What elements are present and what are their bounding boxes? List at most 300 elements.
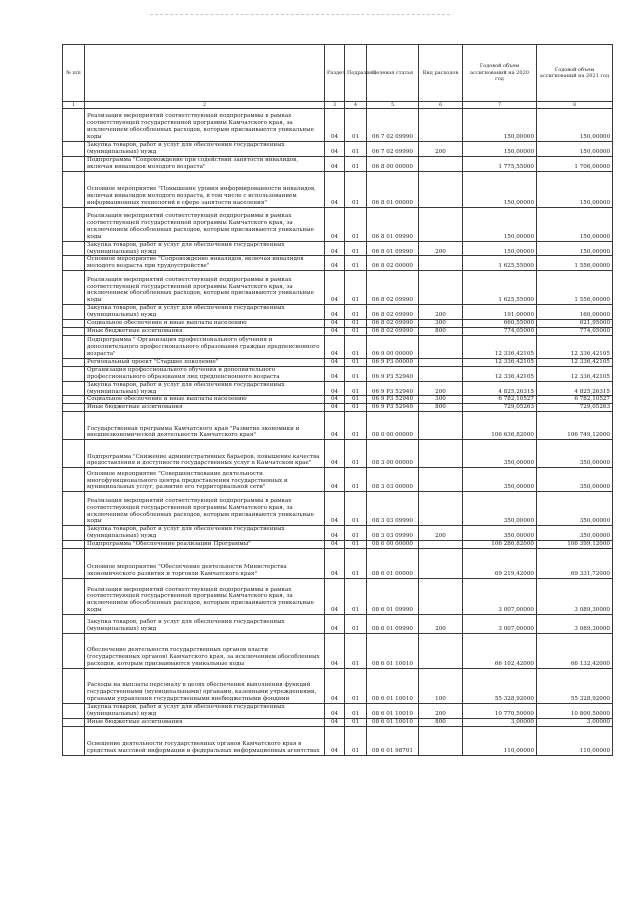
row-2020: 150,00000 bbox=[463, 109, 537, 142]
table-row bbox=[63, 381, 613, 396]
row-cs: 08 0 00 00000 bbox=[367, 412, 419, 440]
header-2020: Годовой объем ассигнований на 2020 год bbox=[463, 45, 537, 102]
row-razdel: 04 bbox=[325, 358, 345, 366]
colnum: 7 bbox=[463, 102, 537, 109]
row-2021: 4 825,26315 bbox=[537, 381, 613, 396]
row-podrazdel: 01 bbox=[345, 381, 367, 396]
row-name: Основное мероприятие "Совершенствование деятельности многофункционального центра предоставления государственных и муниципальных услуг, развитие его территориальной сети" bbox=[85, 468, 325, 492]
row-podrazdel: 01 bbox=[345, 142, 367, 157]
row-podrazdel: 01 bbox=[345, 241, 367, 256]
table-row bbox=[63, 271, 613, 305]
row-num bbox=[63, 156, 85, 171]
row-podrazdel: 01 bbox=[345, 335, 367, 358]
row-razdel: 04 bbox=[325, 634, 345, 669]
row-podrazdel: 01 bbox=[345, 207, 367, 241]
row-vr: 200 bbox=[419, 704, 463, 719]
table-row bbox=[63, 207, 613, 241]
row-2020: 350,00000 bbox=[463, 440, 537, 468]
row-podrazdel: 01 bbox=[345, 109, 367, 142]
colnum: 5 bbox=[367, 102, 419, 109]
row-name: Иные бюджетные ассигнования bbox=[85, 718, 325, 726]
row-2021: 1 706,00000 bbox=[537, 156, 613, 171]
row-razdel: 04 bbox=[325, 156, 345, 171]
row-name: Реализация мероприятий соответствующей подпрограммы в рамках соответствующей государственной программы Камчатского края, за исключением обособленных расходов, которым присваиваются уникальные коды bbox=[85, 207, 325, 241]
row-vr: 200 bbox=[419, 526, 463, 541]
row-num bbox=[63, 404, 85, 412]
row-podrazdel: 01 bbox=[345, 271, 367, 305]
row-vr bbox=[419, 579, 463, 615]
row-podrazdel: 01 bbox=[345, 718, 367, 726]
row-2021: 3 089,30000 bbox=[537, 579, 613, 615]
row-vr: 200 bbox=[419, 241, 463, 256]
table-row bbox=[63, 171, 613, 207]
row-num bbox=[63, 396, 85, 404]
row-num bbox=[63, 526, 85, 541]
table-row bbox=[63, 549, 613, 579]
row-cs: 06 9 P3 52940 bbox=[367, 404, 419, 412]
row-2020: 150,00000 bbox=[463, 171, 537, 207]
row-2020: 350,00000 bbox=[463, 526, 537, 541]
table-row bbox=[63, 366, 613, 381]
row-cs: 06 8 01 00000 bbox=[367, 171, 419, 207]
row-2021: 66 132,42000 bbox=[537, 634, 613, 669]
row-num bbox=[63, 718, 85, 726]
row-razdel: 04 bbox=[325, 492, 345, 526]
row-2021: 55 328,92000 bbox=[537, 669, 613, 704]
row-podrazdel: 01 bbox=[345, 327, 367, 335]
row-razdel: 04 bbox=[325, 256, 345, 271]
row-2020: 55 328,92000 bbox=[463, 669, 537, 704]
row-cs: 06 8 02 09990 bbox=[367, 320, 419, 328]
header-num: № п/п bbox=[63, 45, 85, 102]
row-cs: 06 9 P3 00000 bbox=[367, 358, 419, 366]
row-2020: 12 336,42105 bbox=[463, 358, 537, 366]
table-row bbox=[63, 726, 613, 755]
header-2021: Годовой объем ассигнований на 2021 год bbox=[537, 45, 613, 102]
row-2020: 150,00000 bbox=[463, 207, 537, 241]
colnum: 4 bbox=[345, 102, 367, 109]
row-num bbox=[63, 549, 85, 579]
row-podrazdel: 01 bbox=[345, 305, 367, 320]
row-2020: 106 286,82000 bbox=[463, 541, 537, 549]
row-razdel: 04 bbox=[325, 305, 345, 320]
row-razdel: 04 bbox=[325, 412, 345, 440]
column-numbers-row bbox=[63, 102, 613, 109]
row-vr bbox=[419, 726, 463, 755]
row-vr bbox=[419, 412, 463, 440]
table-row bbox=[63, 704, 613, 719]
table-row bbox=[63, 142, 613, 157]
row-2020: 150,00000 bbox=[463, 241, 537, 256]
row-razdel: 04 bbox=[325, 381, 345, 396]
row-2021: 1 556,00000 bbox=[537, 271, 613, 305]
row-cs: 06 9 00 00000 bbox=[367, 335, 419, 358]
header-vr: Вид расходов bbox=[419, 45, 463, 102]
row-2021: 350,00000 bbox=[537, 492, 613, 526]
row-2021: 3 089,30000 bbox=[537, 615, 613, 634]
row-2020: 660,55000 bbox=[463, 320, 537, 328]
row-podrazdel: 01 bbox=[345, 358, 367, 366]
table-row bbox=[63, 669, 613, 704]
row-num bbox=[63, 615, 85, 634]
row-2021: 12 336,42105 bbox=[537, 335, 613, 358]
row-cs: 06 7 02 09990 bbox=[367, 109, 419, 142]
row-razdel: 04 bbox=[325, 468, 345, 492]
row-razdel: 04 bbox=[325, 704, 345, 719]
row-num bbox=[63, 207, 85, 241]
table-row bbox=[63, 412, 613, 440]
row-razdel: 04 bbox=[325, 142, 345, 157]
row-name: Закупка товаров, работ и услуг для обеспечения государственных (муниципальных) нужд bbox=[85, 142, 325, 157]
row-vr bbox=[419, 549, 463, 579]
row-name: Иные бюджетные ассигнования bbox=[85, 327, 325, 335]
row-2021: 150,00000 bbox=[537, 171, 613, 207]
row-2020: 66 102,42000 bbox=[463, 634, 537, 669]
row-cs: 06 8 02 09990 bbox=[367, 271, 419, 305]
row-podrazdel: 01 bbox=[345, 726, 367, 755]
row-num bbox=[63, 305, 85, 320]
row-2021: 729,05263 bbox=[537, 404, 613, 412]
row-vr bbox=[419, 358, 463, 366]
row-cs: 06 7 02 09990 bbox=[367, 142, 419, 157]
table-row bbox=[63, 256, 613, 271]
row-name: Социальное обеспечение и иные выплаты населению bbox=[85, 396, 325, 404]
row-vr bbox=[419, 156, 463, 171]
table-row bbox=[63, 320, 613, 328]
row-name: Социальное обеспечение и иные выплаты населению bbox=[85, 320, 325, 328]
row-podrazdel: 01 bbox=[345, 396, 367, 404]
row-2021: 150,00000 bbox=[537, 109, 613, 142]
row-name: Организация профессионального обучения и дополнительного профессионального образования лиц предпенсионного возраста bbox=[85, 366, 325, 381]
row-name: Реализация мероприятий соответствующей подпрограммы в рамках соответствующей государственной программы Камчатского края, за исключением обособленных расходов, которым присваиваются уникальные коды bbox=[85, 271, 325, 305]
row-2021: 350,00000 bbox=[537, 526, 613, 541]
row-2020: 150,00000 bbox=[463, 142, 537, 157]
row-2021: 106 749,12000 bbox=[537, 412, 613, 440]
row-vr bbox=[419, 366, 463, 381]
colnum: 2 bbox=[85, 102, 325, 109]
header-razdel: Раздел bbox=[325, 45, 345, 102]
row-name: Иные бюджетные ассигнования bbox=[85, 404, 325, 412]
row-podrazdel: 01 bbox=[345, 156, 367, 171]
row-2020: 3,00000 bbox=[463, 718, 537, 726]
row-name: Региональный проект "Старшее поколение" bbox=[85, 358, 325, 366]
row-num bbox=[63, 634, 85, 669]
row-name: Основное мероприятие "Повышение уровня информированности инвалидов, включая инвалидов молодого возраста, в том числе с использованием информационных технологий в сфере занятости населения" bbox=[85, 171, 325, 207]
row-2020: 12 336,42105 bbox=[463, 366, 537, 381]
row-num bbox=[63, 109, 85, 142]
scan-artifact-line bbox=[150, 14, 450, 15]
row-vr bbox=[419, 335, 463, 358]
row-vr: 800 bbox=[419, 404, 463, 412]
row-num bbox=[63, 669, 85, 704]
row-2021: 621,95000 bbox=[537, 320, 613, 328]
table-row bbox=[63, 541, 613, 549]
row-2020: 12 336,42105 bbox=[463, 335, 537, 358]
row-razdel: 04 bbox=[325, 320, 345, 328]
row-vr bbox=[419, 492, 463, 526]
row-vr: 200 bbox=[419, 305, 463, 320]
row-cs: 06 9 P3 52940 bbox=[367, 366, 419, 381]
row-cs: 08 6 01 00000 bbox=[367, 549, 419, 579]
table-row bbox=[63, 492, 613, 526]
row-name: Основное мероприятие "Обеспечение деятельности Министерства экономического развития и торговли Камчатского края" bbox=[85, 549, 325, 579]
row-razdel: 04 bbox=[325, 669, 345, 704]
table-row bbox=[63, 396, 613, 404]
row-cs: 08 6 01 09990 bbox=[367, 615, 419, 634]
row-num bbox=[63, 142, 85, 157]
row-name: Обеспечение деятельности государственных органов власти (государственных органов) Камчатского края, за исключением обособленных расходов, которым присваиваются уникальные коды bbox=[85, 634, 325, 669]
row-num bbox=[63, 541, 85, 549]
row-vr: 800 bbox=[419, 327, 463, 335]
row-2020: 350,00000 bbox=[463, 468, 537, 492]
row-vr: 200 bbox=[419, 615, 463, 634]
row-vr: 300 bbox=[419, 320, 463, 328]
row-name: Закупка товаров, работ и услуг для обеспечения государственных (муниципальных) нужд bbox=[85, 305, 325, 320]
row-vr: 300 bbox=[419, 396, 463, 404]
row-podrazdel: 01 bbox=[345, 468, 367, 492]
row-name: Закупка товаров, работ и услуг для обеспечения государственных (муниципальных) нужд bbox=[85, 381, 325, 396]
row-podrazdel: 01 bbox=[345, 320, 367, 328]
table-row bbox=[63, 109, 613, 142]
row-cs: 08 3 03 09990 bbox=[367, 492, 419, 526]
row-2020: 774,05000 bbox=[463, 327, 537, 335]
row-2020: 110,00000 bbox=[463, 726, 537, 755]
row-2021: 10 800,50000 bbox=[537, 704, 613, 719]
row-razdel: 04 bbox=[325, 726, 345, 755]
row-num bbox=[63, 320, 85, 328]
row-podrazdel: 01 bbox=[345, 171, 367, 207]
row-vr: 100 bbox=[419, 669, 463, 704]
row-cs: 06 8 02 00000 bbox=[367, 256, 419, 271]
table-row bbox=[63, 404, 613, 412]
row-name: Расходы на выплаты персоналу в целях обеспечения выполнения функций государственными (муниципальными) органами, казенными учреждениями, органами управления государственными внебюджетными фондами bbox=[85, 669, 325, 704]
row-vr bbox=[419, 171, 463, 207]
row-cs: 06 8 02 09990 bbox=[367, 327, 419, 335]
row-cs: 06 8 01 09990 bbox=[367, 241, 419, 256]
row-razdel: 04 bbox=[325, 404, 345, 412]
row-num bbox=[63, 381, 85, 396]
header-podrazdel: Подраздел bbox=[345, 45, 367, 102]
row-num bbox=[63, 335, 85, 358]
row-podrazdel: 01 bbox=[345, 549, 367, 579]
row-cs: 08 6 00 00000 bbox=[367, 541, 419, 549]
row-podrazdel: 01 bbox=[345, 579, 367, 615]
row-vr: 800 bbox=[419, 718, 463, 726]
row-razdel: 04 bbox=[325, 207, 345, 241]
row-num bbox=[63, 366, 85, 381]
row-vr bbox=[419, 541, 463, 549]
row-2021: 774,05000 bbox=[537, 327, 613, 335]
row-razdel: 04 bbox=[325, 579, 345, 615]
row-num bbox=[63, 579, 85, 615]
row-podrazdel: 01 bbox=[345, 526, 367, 541]
row-vr bbox=[419, 109, 463, 142]
row-2020: 729,05263 bbox=[463, 404, 537, 412]
row-podrazdel: 01 bbox=[345, 615, 367, 634]
row-2020: 106 636,82000 bbox=[463, 412, 537, 440]
table-row bbox=[63, 241, 613, 256]
row-cs: 08 3 03 09990 bbox=[367, 526, 419, 541]
row-podrazdel: 01 bbox=[345, 412, 367, 440]
row-2021: 69 331,72000 bbox=[537, 549, 613, 579]
row-num bbox=[63, 358, 85, 366]
row-cs: 06 8 01 09990 bbox=[367, 207, 419, 241]
row-podrazdel: 01 bbox=[345, 366, 367, 381]
row-num bbox=[63, 412, 85, 440]
row-podrazdel: 01 bbox=[345, 634, 367, 669]
row-name: Закупка товаров, работ и услуг для обеспечения государственных (муниципальных) нужд bbox=[85, 615, 325, 634]
row-razdel: 04 bbox=[325, 271, 345, 305]
row-name: Закупка товаров, работ и услуг для обеспечения государственных (муниципальных) нужд bbox=[85, 241, 325, 256]
row-2021: 106 399,12000 bbox=[537, 541, 613, 549]
row-2020: 6 782,10527 bbox=[463, 396, 537, 404]
row-razdel: 04 bbox=[325, 327, 345, 335]
row-razdel: 04 bbox=[325, 549, 345, 579]
row-podrazdel: 01 bbox=[345, 256, 367, 271]
row-cs: 08 6 01 10010 bbox=[367, 669, 419, 704]
table-row bbox=[63, 440, 613, 468]
row-2020: 1 625,55000 bbox=[463, 256, 537, 271]
row-razdel: 04 bbox=[325, 109, 345, 142]
row-name: Реализация мероприятий соответствующей подпрограммы в рамках соответствующей государственной программы Камчатского края, за исключением обособленных расходов, которым присваиваются уникальные коды bbox=[85, 579, 325, 615]
row-vr bbox=[419, 468, 463, 492]
table-row bbox=[63, 327, 613, 335]
row-razdel: 04 bbox=[325, 526, 345, 541]
row-razdel: 04 bbox=[325, 440, 345, 468]
row-podrazdel: 01 bbox=[345, 541, 367, 549]
row-2021: 12 336,42105 bbox=[537, 366, 613, 381]
row-name: Закупка товаров, работ и услуг для обеспечения государственных (муниципальных) нужд bbox=[85, 704, 325, 719]
row-cs: 06 9 P3 52940 bbox=[367, 381, 419, 396]
row-2020: 3 007,00000 bbox=[463, 579, 537, 615]
row-2021: 350,00000 bbox=[537, 468, 613, 492]
row-razdel: 04 bbox=[325, 396, 345, 404]
table-row bbox=[63, 526, 613, 541]
row-num bbox=[63, 241, 85, 256]
row-podrazdel: 01 bbox=[345, 492, 367, 526]
table-row bbox=[63, 156, 613, 171]
row-name: Реализация мероприятий соответствующей подпрограммы в рамках соответствующей государственной программы Камчатского края, за исключением обособленных расходов, которым присваиваются уникальные коды bbox=[85, 492, 325, 526]
row-2021: 150,00000 bbox=[537, 142, 613, 157]
row-razdel: 04 bbox=[325, 171, 345, 207]
colnum: 6 bbox=[419, 102, 463, 109]
row-cs: 08 6 01 09990 bbox=[367, 579, 419, 615]
row-name: Освещение деятельности государственных органов Камчатского края в средствах массовой информации и федеральных информационных агентствах bbox=[85, 726, 325, 755]
row-num bbox=[63, 492, 85, 526]
colnum: 8 bbox=[537, 102, 613, 109]
row-name: Подпрограмма " Организация профессионального обучения и дополнительного профессионального образования граждан предпенсионного возраста" bbox=[85, 335, 325, 358]
row-num bbox=[63, 271, 85, 305]
row-name: Закупка товаров, работ и услуг для обеспечения государственных (муниципальных) нужд bbox=[85, 526, 325, 541]
table-row bbox=[63, 335, 613, 358]
row-2021: 150,00000 bbox=[537, 207, 613, 241]
budget-table bbox=[62, 44, 613, 756]
row-2020: 69 219,42000 bbox=[463, 549, 537, 579]
header-cs: Целевая статья bbox=[367, 45, 419, 102]
row-vr bbox=[419, 207, 463, 241]
row-name: Основное мероприятие "Сопровождение инвалидов, включая инвалидов молодого возраста при трудоустройстве" bbox=[85, 256, 325, 271]
row-cs: 08 3 00 00000 bbox=[367, 440, 419, 468]
row-podrazdel: 01 bbox=[345, 404, 367, 412]
table-row bbox=[63, 634, 613, 669]
row-2021: 6 782,10527 bbox=[537, 396, 613, 404]
row-podrazdel: 01 bbox=[345, 704, 367, 719]
row-vr: 200 bbox=[419, 142, 463, 157]
row-2020: 10 770,50000 bbox=[463, 704, 537, 719]
row-cs: 06 9 P3 52940 bbox=[367, 396, 419, 404]
row-2020: 4 825,26315 bbox=[463, 381, 537, 396]
row-name: Подпрограмма "Сопровождение при содействии занятости инвалидов, включая инвалидов молодого возраста" bbox=[85, 156, 325, 171]
row-vr bbox=[419, 634, 463, 669]
row-vr bbox=[419, 271, 463, 305]
row-2020: 1 625,55000 bbox=[463, 271, 537, 305]
row-podrazdel: 01 bbox=[345, 669, 367, 704]
table-row bbox=[63, 615, 613, 634]
row-cs: 08 6 01 10010 bbox=[367, 718, 419, 726]
table-body bbox=[63, 109, 613, 756]
row-2021: 12 336,42105 bbox=[537, 358, 613, 366]
row-name: Подпрограмма "Обеспечение реализации Программы" bbox=[85, 541, 325, 549]
row-vr bbox=[419, 256, 463, 271]
row-cs: 08 6 01 98701 bbox=[367, 726, 419, 755]
row-num bbox=[63, 726, 85, 755]
row-num bbox=[63, 704, 85, 719]
row-2020: 3 007,00000 bbox=[463, 615, 537, 634]
row-cs: 08 6 01 10010 bbox=[367, 634, 419, 669]
row-cs: 06 8 02 09990 bbox=[367, 305, 419, 320]
row-cs: 06 8 00 00000 bbox=[367, 156, 419, 171]
row-num bbox=[63, 171, 85, 207]
row-cs: 08 3 03 00000 bbox=[367, 468, 419, 492]
row-2021: 3,00000 bbox=[537, 718, 613, 726]
row-2021: 1 556,00000 bbox=[537, 256, 613, 271]
row-vr: 200 bbox=[419, 381, 463, 396]
row-razdel: 04 bbox=[325, 718, 345, 726]
row-2020: 191,00000 bbox=[463, 305, 537, 320]
table-header-row bbox=[63, 45, 613, 102]
row-razdel: 04 bbox=[325, 615, 345, 634]
row-num bbox=[63, 256, 85, 271]
row-2020: 1 775,55000 bbox=[463, 156, 537, 171]
row-razdel: 04 bbox=[325, 541, 345, 549]
row-vr bbox=[419, 440, 463, 468]
row-name: Подпрограмма "Снижение административных барьеров, повышение качества предоставления и доступности государственных услуг в Камчатском крае" bbox=[85, 440, 325, 468]
table-row bbox=[63, 358, 613, 366]
row-razdel: 04 bbox=[325, 241, 345, 256]
row-num bbox=[63, 468, 85, 492]
table-row bbox=[63, 579, 613, 615]
row-num bbox=[63, 440, 85, 468]
row-razdel: 04 bbox=[325, 335, 345, 358]
row-2021: 160,00000 bbox=[537, 305, 613, 320]
header-name bbox=[85, 45, 325, 102]
colnum: 3 bbox=[325, 102, 345, 109]
row-2021: 150,00000 bbox=[537, 241, 613, 256]
table-row bbox=[63, 468, 613, 492]
colnum: 1 bbox=[63, 102, 85, 109]
row-podrazdel: 01 bbox=[345, 440, 367, 468]
row-name: Государственная программа Камчатского края "Развитие экономики и внешнеэкономической деятельности Камчатского края" bbox=[85, 412, 325, 440]
table-row bbox=[63, 305, 613, 320]
row-num bbox=[63, 327, 85, 335]
row-2021: 110,00000 bbox=[537, 726, 613, 755]
row-name: Реализация мероприятий соответствующей подпрограммы в рамках соответствующей государственной программы Камчатского края, за исключением обособленных расходов, которым присваиваются уникальные коды bbox=[85, 109, 325, 142]
row-cs: 08 6 01 10010 bbox=[367, 704, 419, 719]
row-razdel: 04 bbox=[325, 366, 345, 381]
table-row bbox=[63, 718, 613, 726]
row-2021: 350,00000 bbox=[537, 440, 613, 468]
row-2020: 350,00000 bbox=[463, 492, 537, 526]
